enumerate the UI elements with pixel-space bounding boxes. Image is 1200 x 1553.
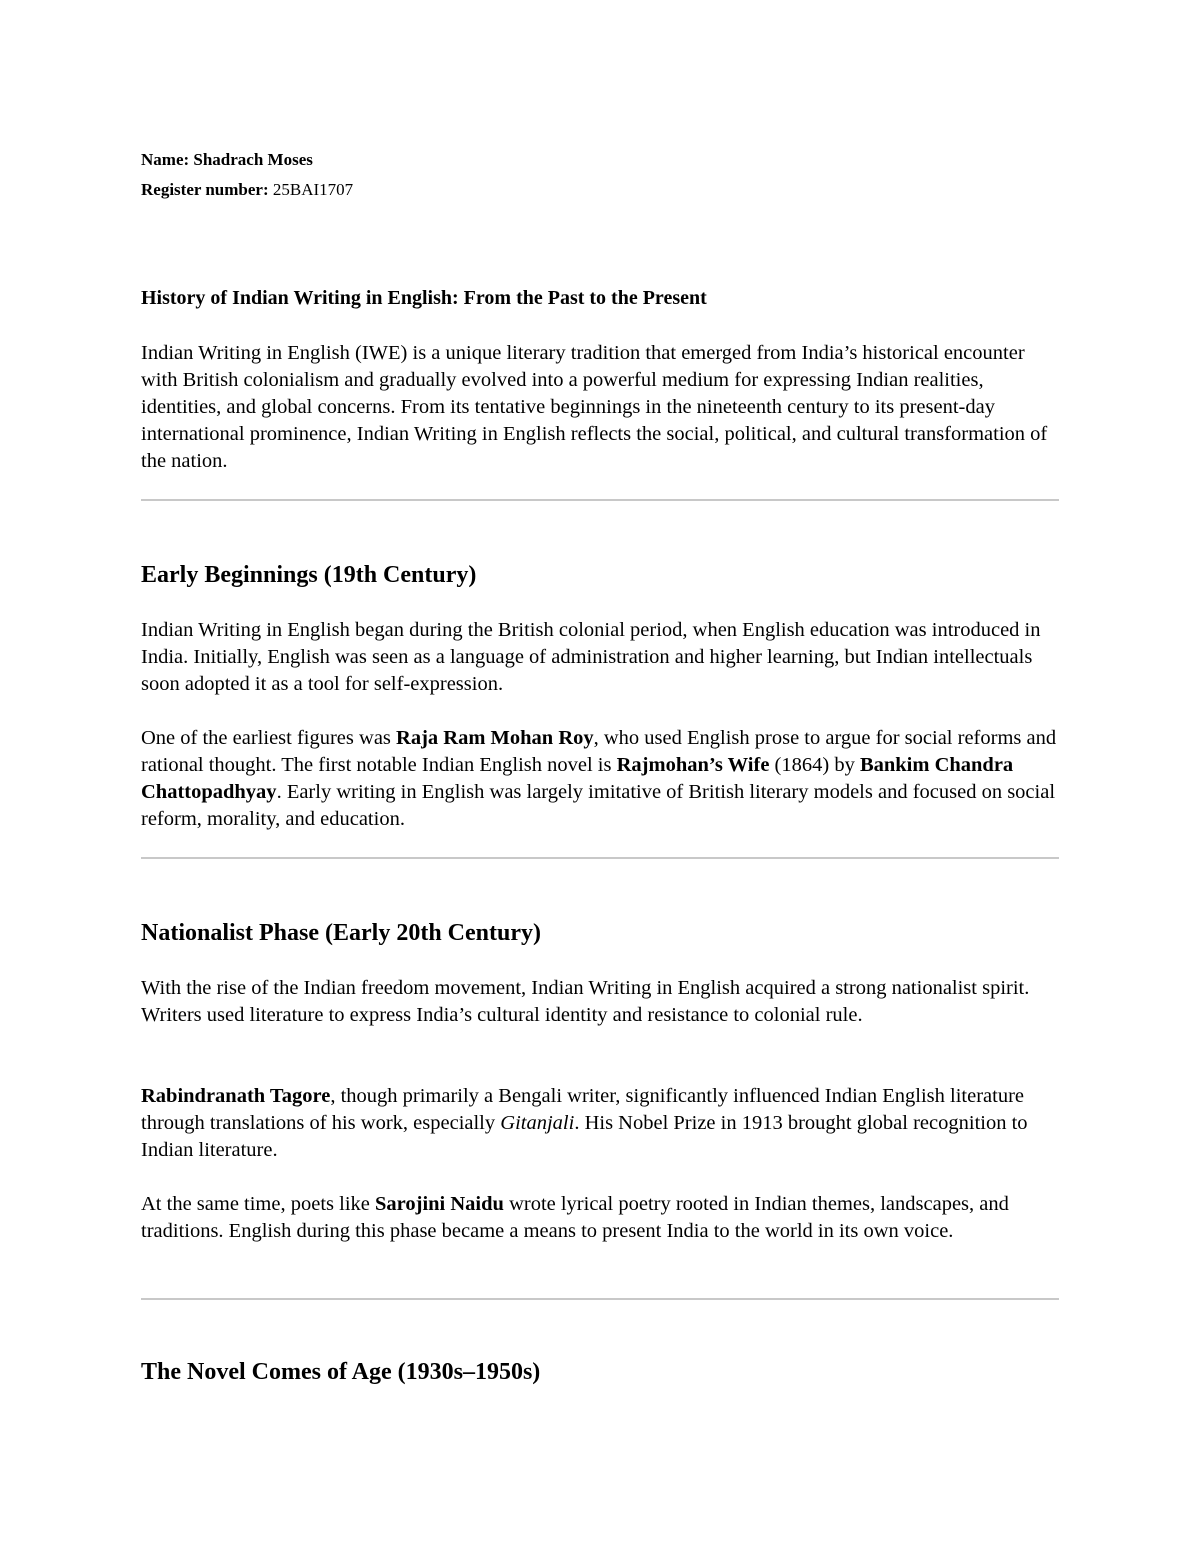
register-number-value: 25BAI1707 [272,180,354,199]
heading-nationalist-phase: Nationalist Phase (Early 20th Century) [141,920,541,946]
text-run: At the same time, poets like [141,1193,375,1215]
italic-run: Gitanjali [500,1112,575,1134]
bold-run: Sarojini Naidu [375,1193,504,1215]
nationalist-paragraph-3 [141,1191,1059,1245]
text-run: (1864) by [769,754,860,776]
register-number-label: Register number: [141,180,269,199]
bold-run: Raja Ram Mohan Roy [396,727,594,749]
text-run: One of the earliest figures was [141,727,397,749]
document-title: History of Indian Writing in English: From the Past to the Present [141,287,707,309]
heading-early-beginnings: Early Beginnings (19th Century) [141,562,477,588]
student-name-text: Name: Shadrach Moses [141,150,313,169]
early-paragraph-2 [141,725,1059,833]
nationalist-paragraph-2 [141,1083,1059,1164]
bold-run: Rabindranath Tagore [141,1085,331,1107]
section-divider [141,857,1059,859]
heading-novel-comes-of-age: The Novel Comes of Age (1930s–1950s) [141,1359,541,1385]
bold-run: Rajmohan’s Wife [616,754,770,776]
section-divider [141,499,1059,501]
section-divider [141,1298,1059,1300]
nationalist-paragraph-1: With the rise of the Indian freedom movement, Indian Writing in English acquired a strong nationalist spirit. Writers used literature to express India’s cultural identity and resistance to colonial rule. [141,977,1030,1026]
text-run: , though primarily a Bengali writer, significantly influenced Indian English literature through translations of his work, especially [141,1085,1025,1134]
text-run: . Early writing in English was largely imitative of British literary models and focused on social reform, morality, and education. [141,781,1056,830]
intro-paragraph: Indian Writing in English (IWE) is a unique literary tradition that emerged from India’s historical encounter with British colonialism and gradually evolved into a powerful medium for expressing Indian realities, identities, and global concerns. From its tentative beginnings in the nineteenth century to its present-day international prominence, Indian Writing in English reflects the social, political, and cultural transformation of the nation. [141,342,1048,472]
bold-run: Bankim Chandra Chattopadhyay [141,754,1014,803]
register-number [141,180,353,200]
text-run: , who used English prose to argue for social reforms and rational thought. The first notable Indian English novel is [141,727,1057,776]
text-run: . His Nobel Prize in 1913 brought global recognition to Indian literature. [141,1112,1028,1161]
text-run: wrote lyrical poetry rooted in Indian themes, landscapes, and traditions. English during this phase became a means to present India to the world in its own voice. [141,1193,1009,1242]
student-name [141,150,313,170]
early-paragraph-1: Indian Writing in English began during the British colonial period, when English education was introduced in India. Initially, English was seen as a language of administration and higher learning, but Indian intellectuals soon adopted it as a tool for self-expression. [141,619,1041,695]
